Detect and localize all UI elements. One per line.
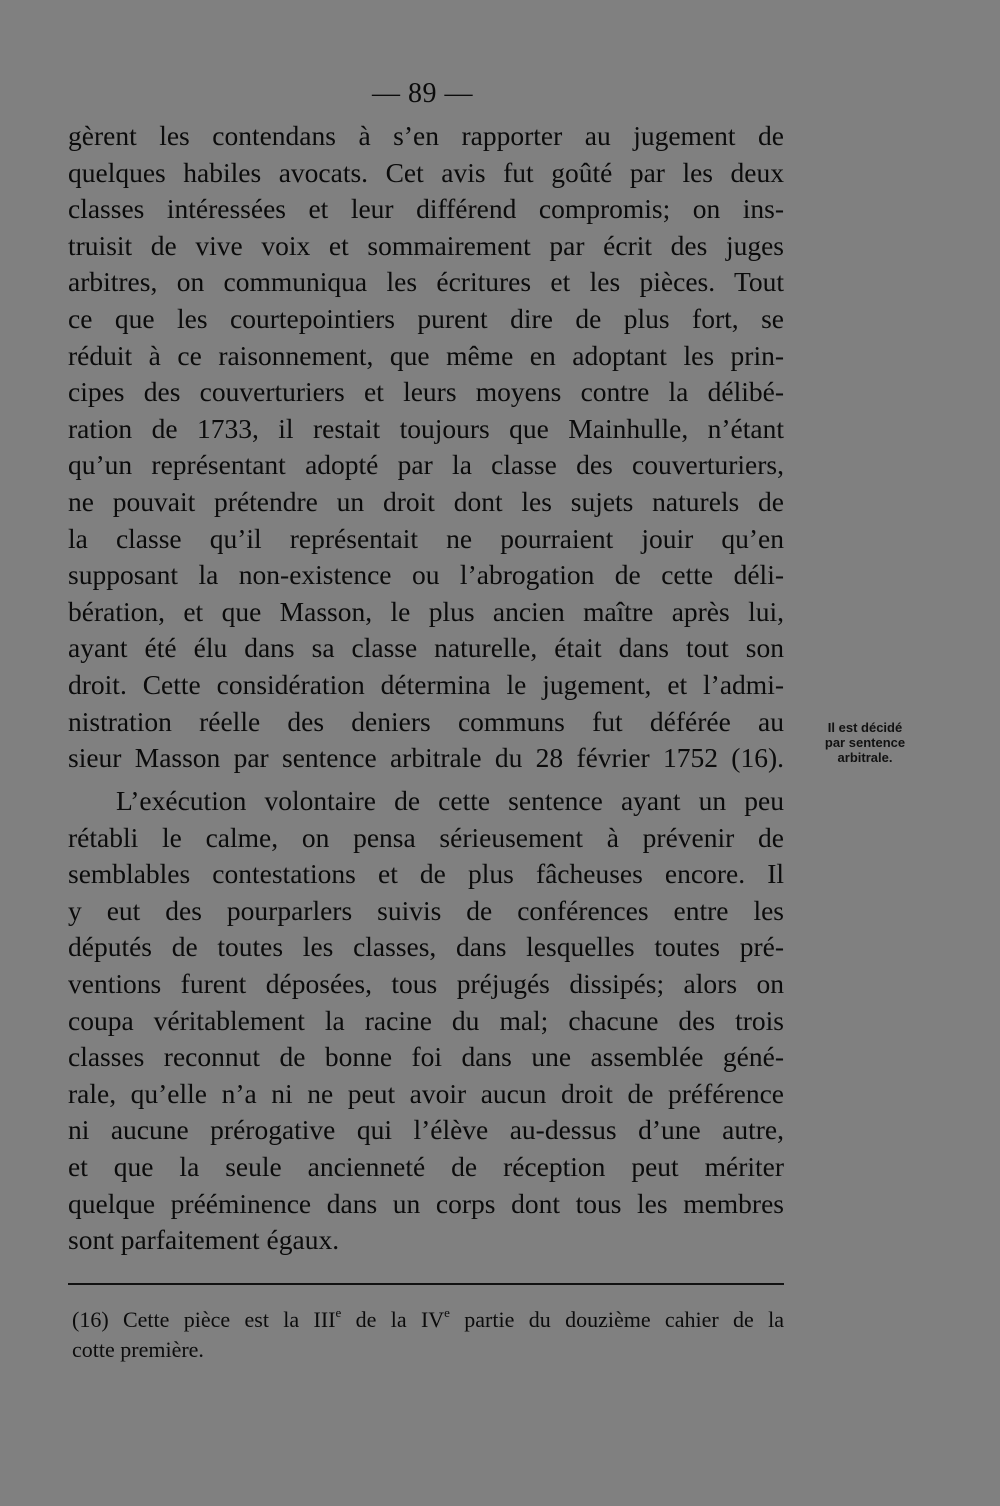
text-line: quelques habiles avocats. Cet avis fut goûté par les deux [68,156,784,188]
text-line: ce que les courtepointiers purent dire de plus fort, se [68,302,784,334]
text-line: qu’un représentant adopté par la classe des couverturiers, [68,449,784,481]
text-line: ne pouvait prétendre un droit dont les sujets naturels de [68,485,784,517]
text-line: la classe qu’il représentait ne pourraient jouir qu’en [68,522,784,554]
footnote [72,1305,784,1365]
text-line: réduit à ce raisonnement, que même en adoptant les prin- [68,339,784,371]
footnote-rule [68,1283,784,1285]
text-line: députés de toutes les classes, dans lesquelles toutes pré- [68,931,784,963]
text-line: nistration réelle des deniers communs fut déférée au [68,705,784,737]
text-line: semblables contestations et de plus fâcheuses encore. Il [68,858,784,890]
text-line: coupa véritablement la racine du mal; chacune des trois [68,1004,784,1036]
margin-note-line: Il est décidé [827,720,903,735]
text-line: ni aucune prérogative qui l’élève au-dessus d’une autre, [68,1114,784,1146]
text-line: et que la seule ancienneté de réception peut mériter [68,1150,784,1182]
text-line: arbitres, on communiqua les écritures et les pièces. Tout [68,266,784,298]
text-line: classes intéressées et leur différend compromis; on ins- [68,193,784,225]
text-line: sont parfaitement égaux. [68,1224,340,1256]
page-number: — 89 — [372,78,473,109]
text-line: gèrent les contendans à s’en rapporter au jugement de [68,120,784,151]
text-line: ventions furent déposées, tous préjugés dissipés; alors on [68,967,784,999]
text-line: cipes des couverturiers et leurs moyens contre la délibé- [68,376,784,408]
paragraph-2 [68,783,784,1259]
text-line: rétabli le calme, on pensa sérieusement à prévenir de [68,821,784,853]
text-line: droit. Cette considération détermina le jugement, et l’admi- [68,668,784,700]
text-line: L’exécution volontaire de cette sentence ayant un peu [116,785,784,816]
text-line: ration de 1733, il restait toujours que Mainhulle, n’étant [68,412,784,444]
text-line: sieur Masson par sentence arbitrale du 28 février 1752 (16). [68,742,784,774]
text-line: ayant été élu dans sa classe naturelle, était dans tout son [68,632,784,664]
text-line: rale, qu’elle n’a ni ne peut avoir aucun droit de préférence [68,1077,784,1109]
text-line: truisit de vive voix et sommairement par écrit des juges [68,229,784,261]
text-line: quelque prééminence dans un corps dont tous les membres [68,1187,784,1219]
paragraph-1 [68,118,784,777]
footnote-line: cotte première. [72,1337,204,1362]
margin-note-line: arbitrale. [837,750,893,765]
text-line: y eut des pourparlers suivis de conférences entre les [68,894,784,926]
margin-note [800,720,930,765]
text-line: supposant la non-existence ou l’abrogation de cette déli- [68,559,784,591]
footnote-line: (16) Cette pièce est la IIIe de la IVe partie du douzième cahier de la [72,1304,784,1332]
margin-note-line: par sentence [824,735,906,750]
text-line: classes reconnut de bonne foi dans une assemblée géné- [68,1041,784,1073]
text-line: bération, et que Masson, le plus ancien maître après lui, [68,595,784,627]
